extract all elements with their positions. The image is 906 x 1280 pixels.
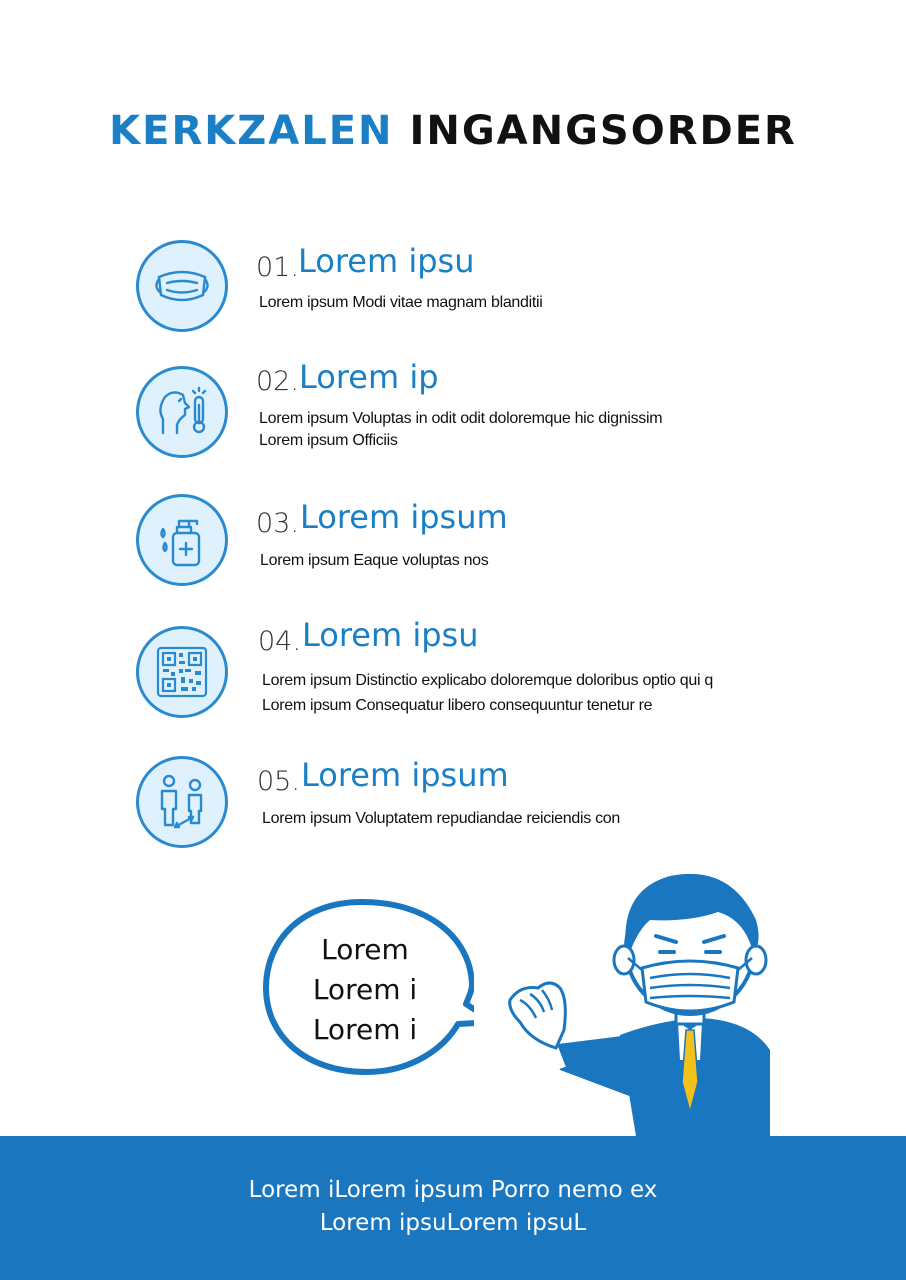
step-5: [0, 756, 906, 876]
step-1: [0, 240, 906, 360]
page-title: [0, 108, 906, 154]
description-line: Lorem ipsum Voluptas in odit odit doloremque hic dignissim: [259, 410, 663, 427]
bubble-line: Lorem i: [312, 973, 418, 1006]
step-heading: Lorem ipsu: [298, 242, 475, 280]
face-mask-icon: [136, 240, 228, 332]
step-number: 04.: [258, 626, 301, 657]
step-description: [262, 808, 620, 830]
title-part-2: INGANGSORDER: [409, 108, 797, 154]
footer-line: Lorem ipsuLorem ipsuL: [319, 1210, 587, 1236]
description-line: Lorem ipsum Distinctio explicabo doloremque doloribus optio qui q: [262, 672, 713, 689]
description-line: Lorem ipsum Modi vitae magnam blanditii: [259, 294, 543, 311]
title-part-1: KERKZALEN: [109, 108, 394, 154]
step-number: 02.: [256, 366, 299, 397]
step-heading: Lorem ip: [299, 358, 439, 396]
description-line: Lorem ipsum Eaque voluptas nos: [260, 552, 489, 569]
step-description: [259, 292, 543, 314]
footer-text: [0, 1174, 906, 1240]
step-2: [0, 358, 906, 486]
qr-code-icon: [136, 626, 228, 718]
description-line: Lorem ipsum Voluptatem repudiandae reiciendis con: [262, 810, 620, 827]
step-3: [0, 494, 906, 614]
bubble-line: Lorem: [321, 933, 409, 966]
step-description: [260, 550, 488, 572]
footer-line: Lorem iLorem ipsum Porro nemo ex: [248, 1177, 658, 1203]
step-description: [259, 408, 662, 452]
step-description: [262, 668, 713, 718]
step-number: 03.: [256, 508, 299, 539]
step-heading: Lorem ipsum: [300, 498, 508, 536]
step-4: [0, 616, 906, 746]
bubble-line: Lorem i: [312, 1013, 418, 1046]
step-heading: Lorem ipsum: [301, 756, 509, 794]
step-number: 01.: [256, 252, 299, 283]
temperature-check-icon: [136, 366, 228, 458]
step-number: 05.: [257, 766, 300, 797]
description-line: Lorem ipsum Consequatur libero consequuntur tenetur re: [262, 697, 653, 714]
step-heading: Lorem ipsu: [302, 616, 479, 654]
masked-man-illustration: [490, 860, 780, 1160]
speech-bubble-text: [274, 930, 456, 1050]
hand-sanitizer-icon: [136, 494, 228, 586]
social-distance-icon: [136, 756, 228, 848]
description-line: Lorem ipsum Officiis: [259, 432, 398, 449]
